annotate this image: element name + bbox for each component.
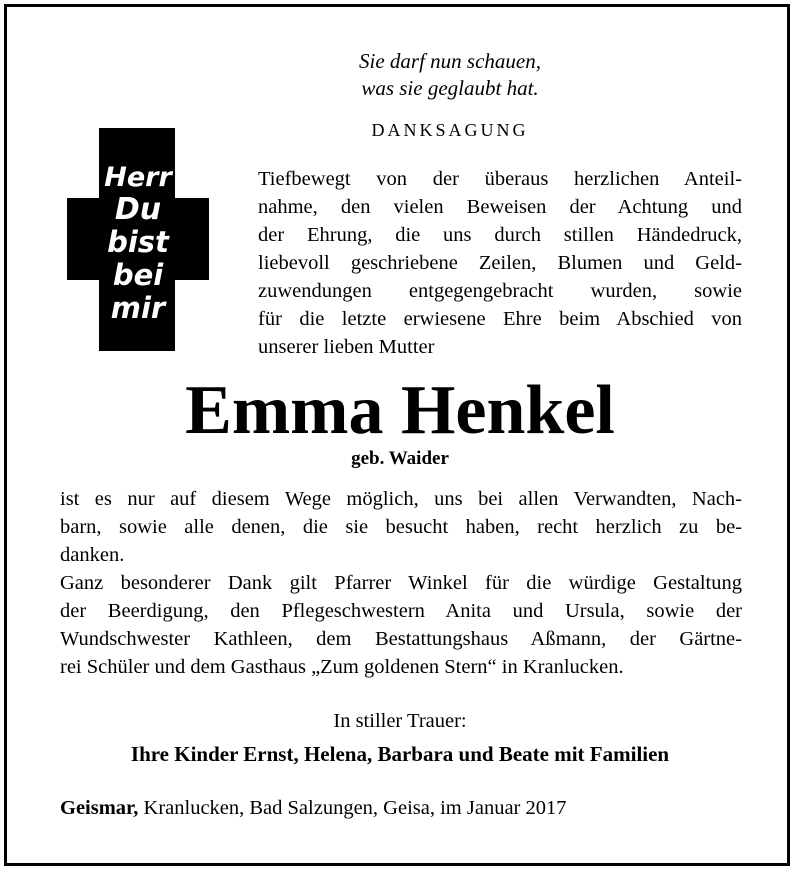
motto-line-2: was sie geglaubt hat. — [361, 76, 539, 100]
body-paragraph — [60, 485, 742, 681]
cross-word-4: bei — [112, 258, 164, 292]
place-and-date — [60, 797, 567, 820]
body-line: rei Schüler und dem Gasthaus „Zum goldenen Stern“ in Kranlucken. — [60, 656, 624, 678]
intro-line: für die letzte erwiesene Ehre beim Abschied von — [258, 308, 742, 330]
place-main: Geismar, — [60, 797, 139, 819]
intro-line: liebevoll geschriebene Zeilen, Blumen und Geld- — [258, 252, 742, 274]
intro-line: zuwendungen entgegengebracht wurden, sowie — [258, 280, 742, 302]
cross-word-2: Du — [114, 192, 162, 227]
intro-line: unserer lieben Mutter — [258, 336, 435, 358]
cross-emblem — [67, 128, 209, 351]
closing-phrase: In stiller Trauer: — [333, 710, 467, 732]
intro-line: Tiefbewegt von der überaus herzlichen Anteil- — [258, 168, 742, 190]
place-rest: Kranlucken, Bad Salzungen, Geisa, im Januar 2017 — [138, 797, 567, 819]
body-line: danken. — [60, 544, 125, 566]
signers: Ihre Kinder Ernst, Helena, Barbara und Beate mit Familien — [130, 742, 670, 766]
deceased-name: Emma Henkel — [185, 372, 615, 449]
body-line: barn, sowie alle denen, die sie besucht haben, recht herzlich zu be- — [60, 516, 742, 538]
motto — [250, 48, 650, 102]
cross-word-1: Herr — [104, 162, 172, 193]
intro-line: der Ehrung, die uns durch stillen Händedruck, — [258, 224, 742, 246]
cross-word-3: bist — [107, 225, 169, 259]
body-line: Ganz besonderer Dank gilt Pfarrer Winkel für die würdige Gestaltung — [60, 572, 742, 594]
motto-line-1: Sie darf nun schauen, — [359, 49, 541, 73]
maiden-name: geb. Waider — [351, 448, 449, 469]
intro-line: nahme, den vielen Beweisen der Achtung und — [258, 196, 742, 218]
body-line: der Beerdigung, den Pflegeschwestern Anita und Ursula, sowie der — [60, 600, 742, 622]
body-line: ist es nur auf diesem Wege möglich, uns bei allen Verwandten, Nach- — [60, 488, 742, 510]
cross-word-5: mir — [110, 291, 166, 325]
body-line: Wundschwester Kathleen, dem Bestattungshaus Aßmann, der Gärtne- — [60, 628, 742, 650]
intro-paragraph — [258, 165, 742, 361]
heading: DANKSAGUNG — [371, 120, 529, 140]
